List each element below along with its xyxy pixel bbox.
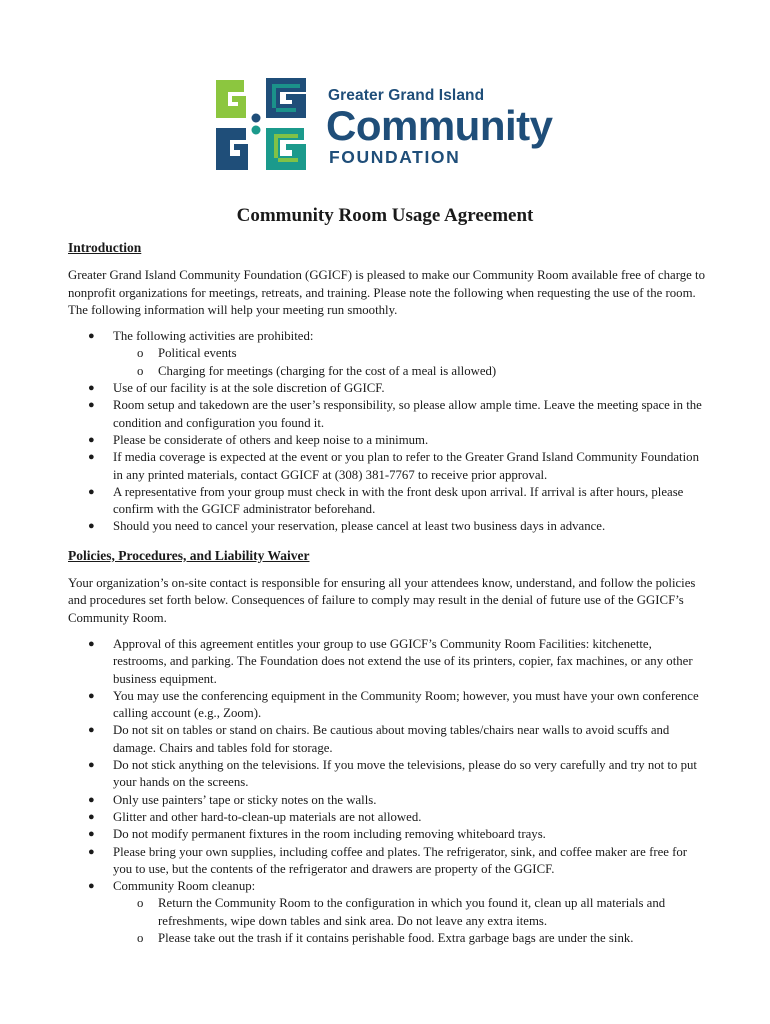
list-item: ● Community Room cleanup: o Return the Community Room to the configuration in which you found it, clean up all materials and refreshments, wipe down tables and sink area. Do not leave any extra items. o Please take out the trash if it contains perishable food. Extra garbage bags are under the sink. [68, 878, 708, 947]
list-item: ● Use of our facility is at the sole discretion of GGICF. [88, 381, 385, 396]
logo-text-greater-grand-island: Greater Grand Island [328, 87, 485, 104]
list-item: ● Please be considerate of others and keep noise to a minimum. [88, 432, 429, 447]
list-item: ● Do not sit on tables or stand on chairs. Be cautious about moving tables/chairs near walls to avoid scuffs and damage. Chairs and tables fold for storage. [88, 723, 670, 755]
ggg-logo-icon [212, 74, 312, 174]
sub-list-item: o Political events [137, 346, 237, 361]
sub-list-item: o Return the Community Room to the configuration in which you found it, clean up all materials and refreshments, wipe down tables and sink area. Do not leave any extra items. [137, 896, 666, 928]
list-item: ● Only use painters’ tape or sticky notes on the walls. [88, 792, 377, 807]
foundation-logo [212, 74, 562, 174]
logo-text-foundation: FOUNDATION [329, 147, 461, 167]
list-item: ● Please bring your own supplies, including coffee and plates. The refrigerator, sink, and coffee maker are free for you to use, but the contents of the refrigerator and drawers are property of the GGICF. [88, 844, 688, 876]
list-item: ● Glitter and other hard-to-clean-up materials are not allowed. [88, 809, 422, 824]
logo-text-community: Community [326, 102, 553, 149]
section-heading-introduction: Introduction [68, 240, 142, 255]
intro-bullet-list [68, 328, 708, 536]
policies-bullet-list [68, 636, 708, 947]
document-title: Community Room Usage Agreement [236, 205, 534, 226]
list-item: ● Room setup and takedown are the user’s responsibility, so please allow ample time. Leave the meeting space in the condition and configuration you found it. [88, 398, 702, 430]
list-item: ● The following activities are prohibited: o Political events o Charging for meetings (charging for the cost of a meal is allowed) [68, 328, 708, 380]
list-item: ● You may use the conferencing equipment in the Community Room; however, you must have your own conference calling account (e.g., Zoom). [88, 688, 699, 721]
list-item: ● A representative from your group must check in with the front desk upon arrival. If arrival is after hours, please confirm with the GGICF administrator beforehand. [88, 484, 684, 517]
list-item: ● If media coverage is expected at the event or you plan to refer to the Greater Grand Island Community Foundation in any printed materials, contact GGICF at (308) 381-7767 to receive prior approval. [88, 450, 699, 482]
section-heading-policies: Policies, Procedures, and Liability Waiver [68, 547, 310, 563]
sub-list-item: o Please take out the trash if it contains perishable food. Extra garbage bags are under the sink. [137, 930, 634, 945]
document-body [68, 239, 708, 947]
list-item: ● Approval of this agreement entitles your group to use GGICF’s Community Room Facilities: kitchenette, restrooms, and parking. The Foundation does not extend the use of its printers, copier, fax machines, or any other business equipment. [88, 636, 693, 686]
intro-paragraph: Greater Grand Island Community Foundation (GGICF) is pleased to make our Community Room available free of charge to nonprofit organizations for meetings, retreats, and training. Please note the following when requesting the use of the room. The following information will help your meeting run smoothly. [68, 268, 705, 317]
list-item: ● Should you need to cancel your reservation, please cancel at least two business days in advance. [88, 519, 606, 534]
list-item: ● Do not modify permanent fixtures in the room including removing whiteboard trays. [88, 827, 546, 842]
policies-paragraph: Your organization’s on-site contact is responsible for ensuring all your attendees know, understand, and follow the policies and procedures set forth below. Consequences of failure to comply may result in the denial of future use of the GGICF’s Community Room. [68, 576, 696, 625]
list-item: ● Do not stick anything on the televisions. If you move the televisions, please do so very carefully and try not to put your hands on the screens. [88, 758, 697, 790]
sub-list-item: o Charging for meetings (charging for the cost of a meal is allowed) [137, 363, 497, 378]
